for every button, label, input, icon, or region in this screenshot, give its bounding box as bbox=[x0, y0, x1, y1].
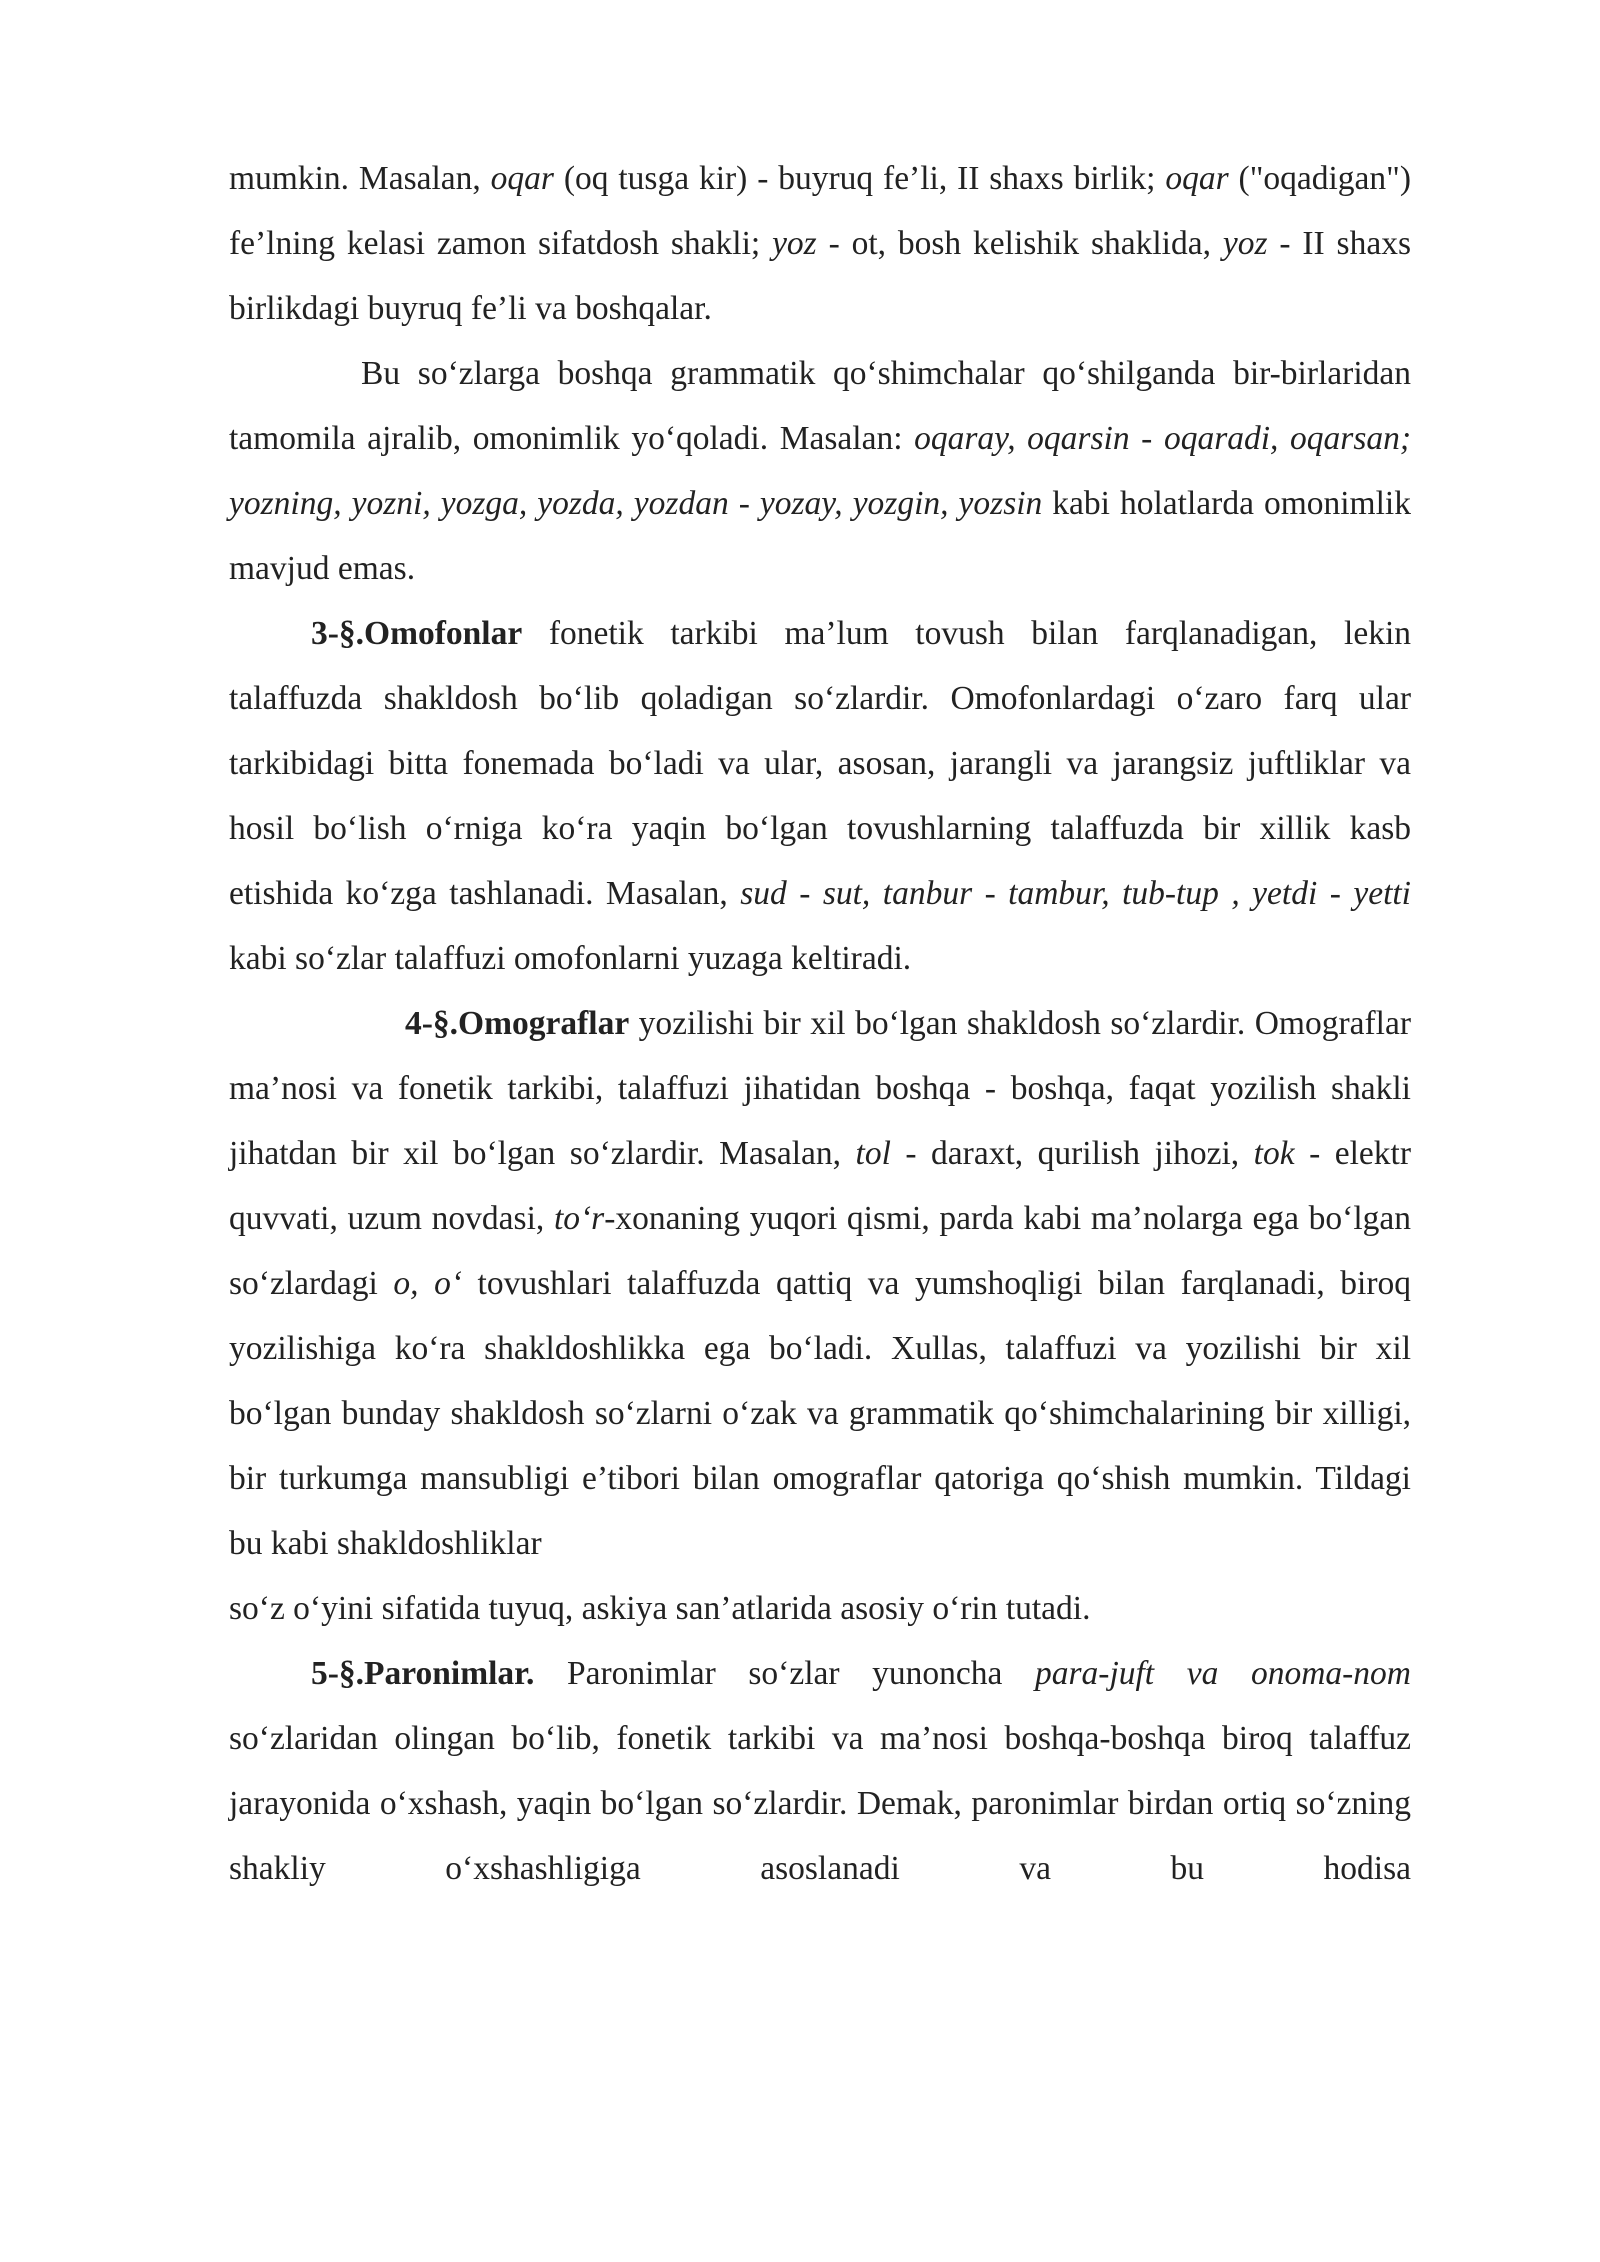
example-word: yoz bbox=[1222, 225, 1268, 262]
text-run: Bu so‘zlarga boshqa grammatik qo‘shimchalar qo‘shilganda bir-birlaridan tamomila ajralib, omonimlik yo‘qoladi. Masalan: bbox=[229, 355, 1411, 457]
paragraph-omograflar bbox=[229, 991, 1411, 1576]
text-run: (oq tusga kir) - buyruq fe’li, II shaxs birlik; bbox=[553, 160, 1166, 197]
text-run: Paronimlar so‘zlar yunoncha bbox=[534, 1655, 1035, 1692]
example-word: para-juft va onoma-nom bbox=[1035, 1655, 1411, 1692]
text-run: - elektr quvvati, uzum novdasi, bbox=[229, 1135, 1411, 1237]
example-word: tol bbox=[855, 1135, 891, 1172]
paragraph-paronimlar bbox=[229, 1641, 1411, 1901]
example-word: oqar bbox=[1165, 160, 1229, 197]
text-run: -xonaning yuqori qismi, parda kabi ma’nolarga ega bo‘lgan so‘zlardagi bbox=[229, 1200, 1411, 1302]
text-run: - ot, bosh kelishik shaklida, bbox=[816, 225, 1223, 262]
paragraph-homonymy-loss bbox=[229, 341, 1411, 601]
section-heading: 5-§.Paronimlar. bbox=[311, 1655, 535, 1692]
example-word: yoz bbox=[772, 225, 817, 262]
text-run: yozilishi bir xil bo‘lgan shakldosh so‘zlardir. Omograflar ma’nosi va fonetik tarkibi, talaffuzi jihatidan boshqa - boshqa, faqat yozilish shakli jihatdan bir xil bo‘lgan so‘zlardir. Masalan, bbox=[229, 1005, 1411, 1172]
text-run: - II shaxs birlikdagi buyruq fe’li va boshqalar. bbox=[229, 225, 1411, 327]
paragraph-omofonlar bbox=[229, 601, 1411, 991]
text-run: kabi so‘zlar talaffuzi omofonlarni yuzaga keltiradi. bbox=[229, 940, 912, 977]
example-word: sud - sut, tanbur - tambur, tub-tup , yetdi - yetti bbox=[740, 875, 1411, 912]
section-heading: 3-§.Omofonlar bbox=[311, 615, 523, 652]
example-word: oqar bbox=[490, 160, 554, 197]
text-run: tovushlari talaffuzda qattiq va yumshoqligi bilan farqlanadi, biroq yozilishiga ko‘ra shakldoshlikka ega bo‘ladi. Xullas, talaffuzi va yozilishi bir xil bo‘lgan bunday shakldosh so‘zlarni o‘zak va grammatik qo‘shimchalarining bir xilligi, bir turkumga mansubligi e’tibori bilan omograflar qatoriga qo‘shish mumkin. Tildagi bu kabi shakldoshliklar bbox=[229, 1265, 1412, 1562]
example-word: tok bbox=[1253, 1135, 1295, 1172]
text-run: mumkin. Masalan, bbox=[229, 160, 491, 197]
text-run: kabi holatlarda omonimlik mavjud emas. bbox=[229, 485, 1411, 587]
example-word: to‘r bbox=[553, 1200, 605, 1237]
section-heading: 4-§.Omograflar bbox=[405, 1005, 630, 1042]
text-run: - daraxt, qurilish jihozi, bbox=[890, 1135, 1254, 1172]
paragraph-word-play bbox=[229, 1576, 1411, 1641]
text-run: fonetik tarkibi ma’lum tovush bilan farqlanadigan, lekin talaffuzda shakldosh bo‘lib qoladigan so‘zlardir. Omofonlardagi o‘zaro farq ular tarkibidagi bitta fonemada bo‘ladi va ular, asosan, jarangli va jarangsiz juftliklar va hosil bo‘lish o‘rniga ko‘ra yaqin bo‘lgan tovushlarning talaffuzda bir xillik kasb etishida ko‘zga tashlanadi. Masalan, bbox=[229, 615, 1411, 912]
example-word: oqaray, oqarsin - oqaradi, oqarsan; yozning, yozni, yozga, yozda, yozdan - yozay, yozgin, yozsin bbox=[229, 420, 1412, 522]
text-run: so‘z o‘yini sifatida tuyuq, askiya san’atlarida asosiy o‘rin tutadi. bbox=[229, 1590, 1091, 1627]
example-word: o, o‘ bbox=[393, 1265, 462, 1302]
text-run: ("oqadigan") fe’lning kelasi zamon sifatdosh shakli; bbox=[229, 160, 1411, 262]
text-run: so‘zlaridan olingan bo‘lib, fonetik tarkibi va ma’nosi boshqa-boshqa biroq talaffuz jarayonida o‘xshash, yaqin bo‘lgan so‘zlardir. Demak, paronimlar birdan ortiq so‘zning shakliy o‘xshashligiga asoslanadi va bu hodisa bbox=[229, 1720, 1411, 1887]
document-page bbox=[229, 146, 1411, 1901]
paragraph-homonym-examples bbox=[229, 146, 1411, 341]
